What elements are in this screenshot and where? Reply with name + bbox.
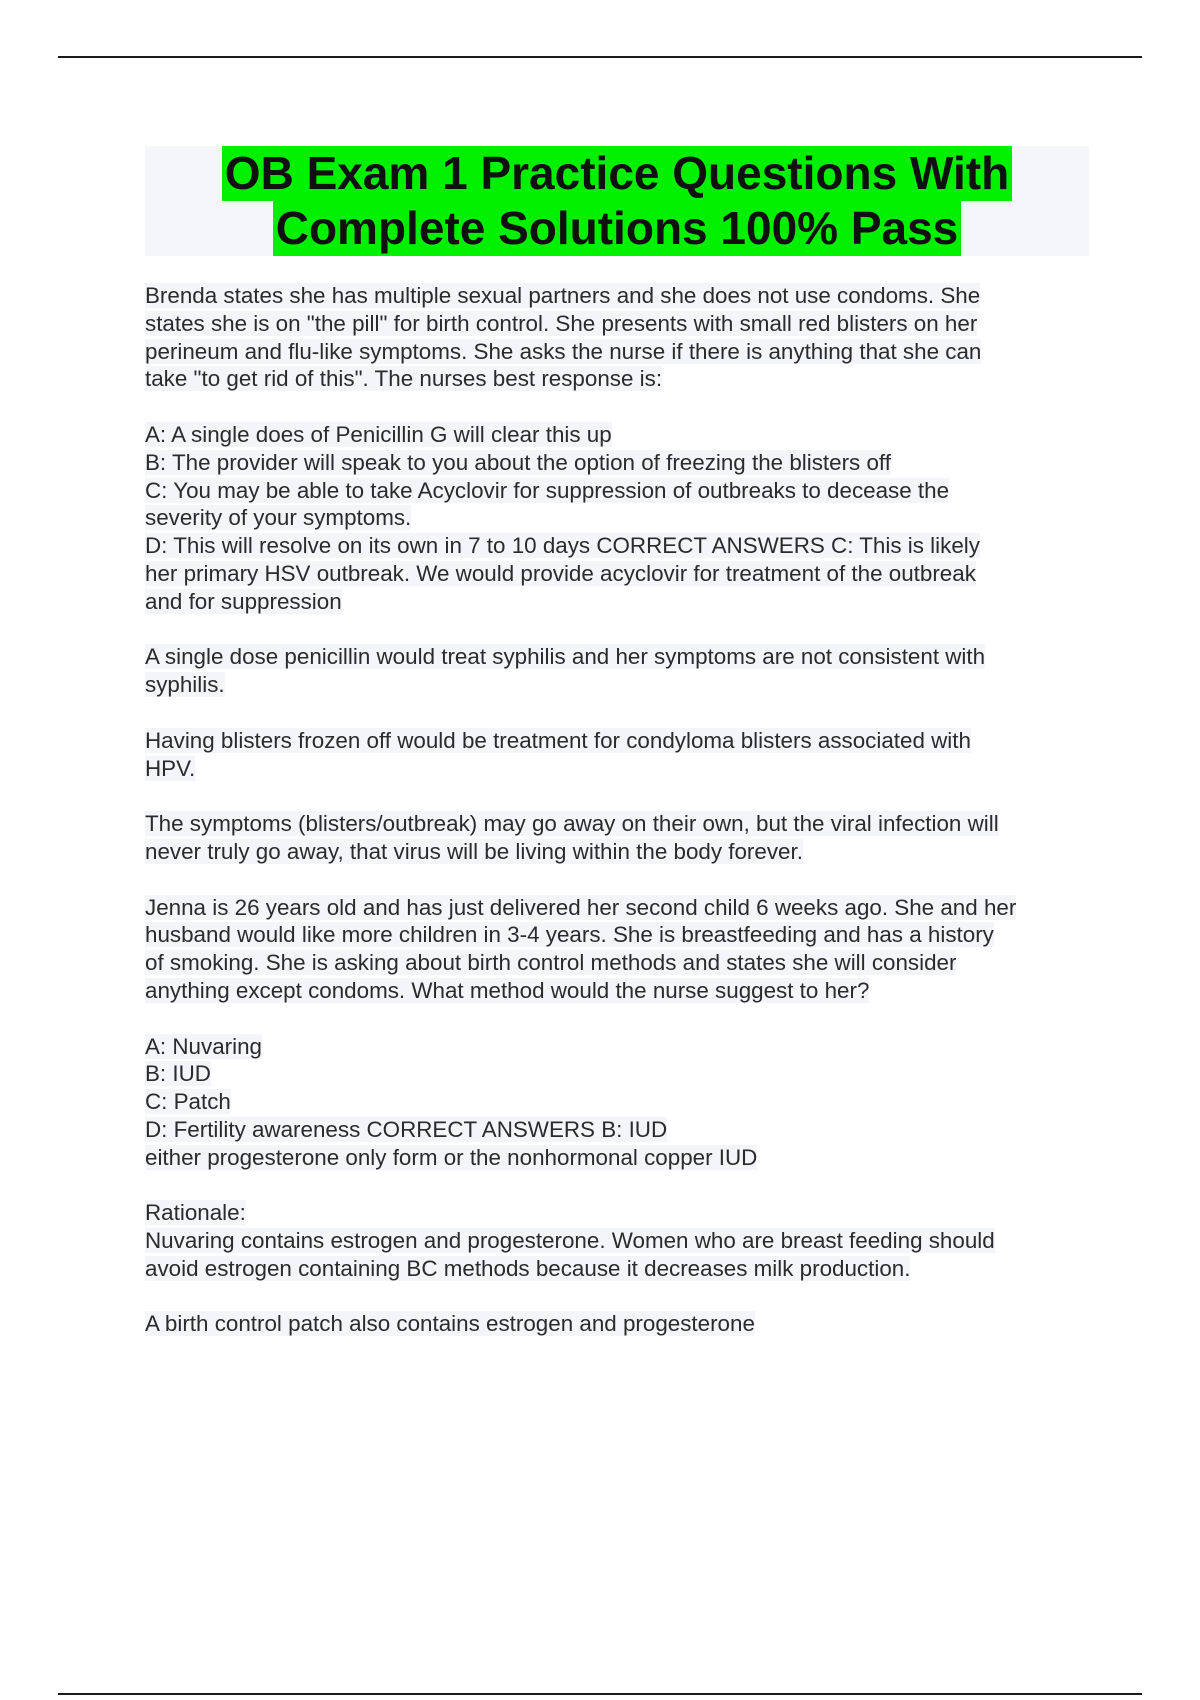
text-line-content: her primary HSV outbreak. We would provide acyclovir for treatment of the outbreak — [145, 560, 976, 586]
text-line-content: The symptoms (blisters/outbreak) may go away on their own, but the viral infection will — [145, 811, 999, 837]
text-line-content: take "to get rid of this". The nurses best response is: — [145, 366, 663, 392]
text-line — [145, 282, 1095, 310]
text-line — [145, 1310, 1095, 1338]
paragraph — [145, 894, 1095, 1005]
text-line-content: A birth control patch also contains estrogen and progesterone — [145, 1311, 755, 1337]
text-line-content: B: The provider will speak to you about the option of freezing the blisters off — [145, 449, 891, 475]
paragraph — [145, 1310, 1095, 1338]
paragraph — [145, 810, 1095, 866]
text-line-content: C: You may be able to take Acyclovir for suppression of outbreaks to decease the — [145, 477, 950, 503]
text-line — [145, 504, 1095, 532]
text-line-content: and for suppression — [145, 588, 342, 614]
text-line — [145, 1033, 1095, 1061]
paragraph — [145, 282, 1095, 393]
text-line — [145, 810, 1095, 838]
text-line — [145, 949, 1095, 977]
text-line — [145, 727, 1095, 755]
text-line-content: Jenna is 26 years old and has just delivered her second child 6 weeks ago. She and her — [145, 894, 1017, 920]
text-line — [145, 755, 1095, 783]
text-line-content: severity of your symptoms. — [145, 505, 412, 531]
text-line-content: A single dose penicillin would treat syphilis and her symptoms are not consistent with — [145, 644, 986, 670]
text-line — [145, 894, 1095, 922]
text-line-content: C: Patch — [145, 1089, 231, 1115]
text-line-content: B: IUD — [145, 1061, 211, 1087]
text-line-content: never truly go away, that virus will be living within the body forever. — [145, 838, 803, 864]
text-line — [145, 1144, 1095, 1172]
text-line — [145, 449, 1095, 477]
document-body — [145, 282, 1095, 1366]
text-line — [145, 1227, 1095, 1255]
paragraph — [145, 421, 1095, 616]
text-line-content: Nuvaring contains estrogen and progesterone. Women who are breast feeding should — [145, 1228, 995, 1254]
text-line — [145, 1060, 1095, 1088]
paragraph — [145, 1033, 1095, 1172]
text-line — [145, 1255, 1095, 1283]
text-line-content: A: Nuvaring — [145, 1033, 262, 1059]
text-line — [145, 588, 1095, 616]
text-line — [145, 977, 1095, 1005]
text-line-content: states she is on "the pill" for birth control. She presents with small red blisters on her — [145, 310, 978, 336]
text-line — [145, 421, 1095, 449]
paragraph — [145, 1199, 1095, 1282]
text-line-content: A: A single does of Penicillin G will clear this up — [145, 421, 612, 447]
text-line-content: Rationale: — [145, 1200, 246, 1226]
text-line — [145, 532, 1095, 560]
text-line — [145, 921, 1095, 949]
text-line-content: D: Fertility awareness CORRECT ANSWERS B: IUD — [145, 1116, 668, 1142]
text-line-content: of smoking. She is asking about birth control methods and states she will consider — [145, 950, 957, 976]
text-line-content: anything except condoms. What method would the nurse suggest to her? — [145, 977, 870, 1003]
text-line — [145, 477, 1095, 505]
text-line-content: husband would like more children in 3-4 years. She is breastfeeding and has a history — [145, 922, 994, 948]
text-line — [145, 838, 1095, 866]
text-line — [145, 643, 1095, 671]
text-line-content: either progesterone only form or the nonhormonal copper IUD — [145, 1144, 758, 1170]
paragraph — [145, 727, 1095, 783]
text-line — [145, 1199, 1095, 1227]
text-line — [145, 365, 1095, 393]
document-title — [145, 146, 1089, 256]
text-line-content: Brenda states she has multiple sexual partners and she does not use condoms. She — [145, 283, 981, 308]
text-line — [145, 560, 1095, 588]
text-line — [145, 671, 1095, 699]
text-line — [145, 1088, 1095, 1116]
text-line-content: Having blisters frozen off would be treatment for condyloma blisters associated with — [145, 727, 971, 753]
paragraph — [145, 643, 1095, 699]
text-line-content: avoid estrogen containing BC methods because it decreases milk production. — [145, 1255, 911, 1281]
text-line-content: HPV. — [145, 755, 196, 781]
text-line — [145, 338, 1095, 366]
top-rule — [58, 56, 1142, 58]
text-line — [145, 1116, 1095, 1144]
text-line — [145, 310, 1095, 338]
text-line-content: perineum and flu-like symptoms. She asks the nurse if there is anything that she can — [145, 338, 982, 364]
title-line-1: OB Exam 1 Practice Questions With — [222, 146, 1012, 201]
text-line-content: D: This will resolve on its own in 7 to 10 days CORRECT ANSWERS C: This is likely — [145, 533, 980, 559]
text-line-content: syphilis. — [145, 672, 225, 698]
bottom-rule — [58, 1693, 1142, 1695]
title-line-2: Complete Solutions 100% Pass — [273, 201, 962, 256]
